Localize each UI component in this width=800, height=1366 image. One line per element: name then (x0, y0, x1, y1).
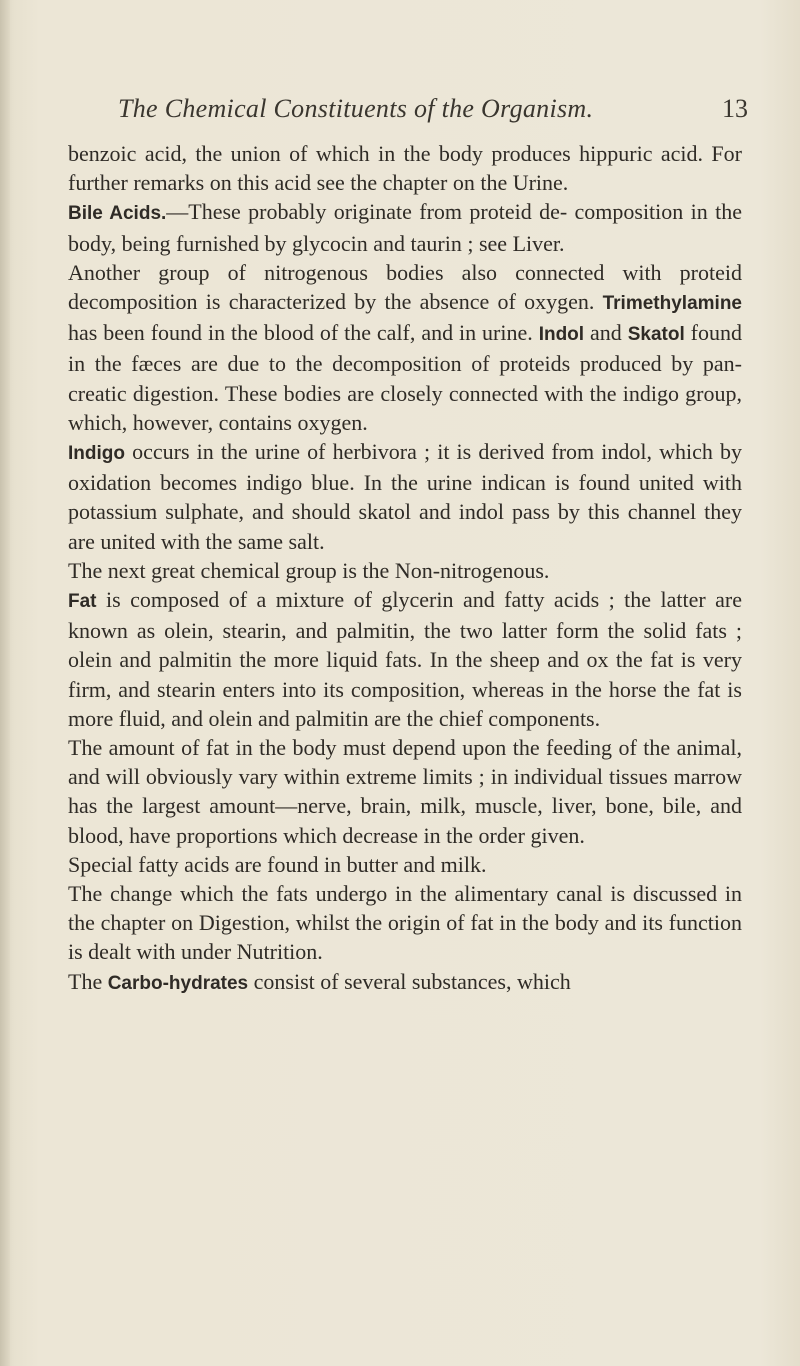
paragraph-text: consist of several substances, which (248, 968, 571, 994)
paragraph (68, 850, 742, 879)
paragraph-text: has been found in the blood of the calf, and in urine. (68, 320, 539, 346)
paragraph-text: benzoic acid, the union of which in the body produces hippuric acid. For further remarks on this acid see the chapter on the Urine. (68, 141, 742, 196)
running-title: The Chemical Constituents of the Organism. (118, 94, 594, 123)
paragraph-text: and (584, 320, 628, 346)
term-indol: Indol (538, 324, 585, 346)
paragraph (68, 585, 742, 733)
paragraph-text: occurs in the urine of herbivora ; it is derived from indol, which by oxidation becomes indigo blue. In the urine indican is found united with potassium sulphate, and should skatol and indol pass by this channel they are united with the same salt. (68, 439, 742, 554)
paragraph (68, 139, 742, 197)
paragraph-text: is composed of a mixture of glycerin and fatty acids ; the latter are known as olein, stearin, and palmitin, the two latter form the solid fats ; olein and palmitin the more liquid fats. In the sheep and ox the fat is very firm, and stearin enters into its composition, whereas in the horse the fat is more fluid, and olein and palmitin are the chief components. (68, 587, 742, 731)
paragraph (68, 733, 742, 850)
term-skatol: Skatol (627, 324, 685, 346)
paragraph (68, 967, 742, 998)
paragraph-text: The (68, 968, 108, 994)
paragraph (68, 556, 742, 585)
paragraph-text: Special fatty acids are found in butter and milk. (68, 851, 487, 877)
paragraph-text: The next great chemical group is the Non-nitrogenous. (68, 557, 550, 583)
paragraph-text: Another group of nitrogenous bodies also connected with proteid decomposition is characterized by the absence of oxygen. (68, 259, 742, 315)
running-head (118, 94, 748, 134)
paragraph-text: The change which the fats undergo in the alimentary canal is discussed in the chapter on Digestion, whilst the origin of fat in the body and its function is dealt with under Nutrition. (68, 881, 742, 965)
term-trimethylamine: Trimethylamine (602, 293, 742, 315)
paragraph (68, 437, 742, 556)
paragraph (68, 879, 742, 967)
paragraph (68, 197, 742, 257)
page-number: 13 (722, 94, 748, 123)
paragraph-text: —These probably originate from proteid de- composition in the body, being furnished by glycocin and taurin ; see Liver. (68, 199, 742, 256)
paragraph-text: found in the fæces are due to the decomposition of proteids produced by pan- creatic digestion. These bodies are closely connected with the indigo group, which, however, contains oxygen. (68, 320, 742, 435)
paragraph-text: The amount of fat in the body must depend upon the feeding of the animal, and will obviously vary within extreme limits ; in individual tissues marrow has the largest amount—nerve, brain, milk, muscle, liver, bone, bile, and blood, have proportions which decrease in the order given. (68, 735, 742, 848)
body-text (68, 139, 742, 998)
term-carbo-hydrates: Carbo-hydrates (107, 972, 249, 994)
page-binding-edge (0, 0, 10, 1366)
term-indigo: Indigo (68, 443, 125, 465)
paragraph (68, 258, 742, 437)
term-fat: Fat (68, 591, 97, 613)
term-bile-acids: Bile Acids. (68, 203, 167, 225)
